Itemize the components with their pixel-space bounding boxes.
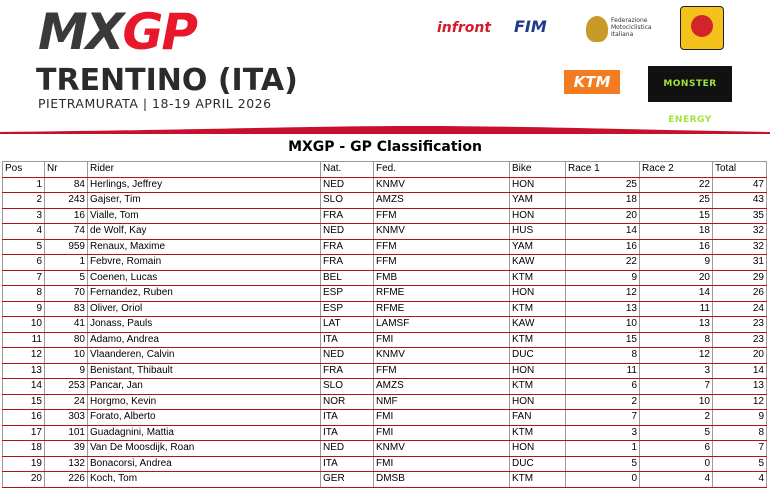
fim-logo: FIM [514, 17, 547, 36]
cell-pos: 3 [3, 208, 45, 224]
cell-total: 29 [713, 270, 767, 286]
cell-rider: Jonass, Pauls [88, 317, 321, 333]
cell-race1: 22 [566, 255, 640, 271]
cell-race1: 16 [566, 239, 640, 255]
cell-total: 32 [713, 224, 767, 240]
cell-nr: 243 [45, 193, 88, 209]
table-header-row [3, 162, 767, 178]
cell-total: 14 [713, 363, 767, 379]
cell-rider: Forato, Alberto [88, 410, 321, 426]
event-badge-icon [680, 6, 724, 50]
cell-race2: 3 [640, 363, 713, 379]
cell-bike: YAM [510, 239, 566, 255]
cell-pos: 6 [3, 255, 45, 271]
cell-race2: 5 [640, 425, 713, 441]
cell-total: 32 [713, 239, 767, 255]
cell-nat: GER [321, 472, 374, 488]
column-header: Nr [45, 162, 88, 178]
cell-fed: RFME [374, 286, 510, 302]
cell-nr: 132 [45, 456, 88, 472]
cell-race2: 22 [640, 177, 713, 193]
cell-total: 26 [713, 286, 767, 302]
cell-fed: FMI [374, 425, 510, 441]
cell-fed: FMI [374, 332, 510, 348]
cell-nr: 83 [45, 301, 88, 317]
classification-table [2, 161, 767, 488]
cell-race1: 12 [566, 286, 640, 302]
cell-race2: 16 [640, 239, 713, 255]
cell-rider: Van De Moosdijk, Roan [88, 441, 321, 457]
cell-pos: 10 [3, 317, 45, 333]
cell-fed: DMSB [374, 472, 510, 488]
column-header: Race 2 [640, 162, 713, 178]
cell-rider: Renaux, Maxime [88, 239, 321, 255]
cell-fed: FMB [374, 270, 510, 286]
cell-race2: 14 [640, 286, 713, 302]
table-row [3, 410, 767, 426]
cell-nat: ITA [321, 425, 374, 441]
cell-nr: 5 [45, 270, 88, 286]
cell-bike: FAN [510, 410, 566, 426]
cell-race2: 6 [640, 441, 713, 457]
cell-nr: 101 [45, 425, 88, 441]
cell-rider: Horgmo, Kevin [88, 394, 321, 410]
table-row [3, 270, 767, 286]
table-row [3, 379, 767, 395]
table-row [3, 441, 767, 457]
cell-race2: 20 [640, 270, 713, 286]
table-row [3, 208, 767, 224]
cell-race1: 3 [566, 425, 640, 441]
cell-race1: 15 [566, 332, 640, 348]
cell-bike: HON [510, 441, 566, 457]
table-row [3, 193, 767, 209]
cell-nat: ESP [321, 301, 374, 317]
cell-bike: HUS [510, 224, 566, 240]
column-header: Pos [3, 162, 45, 178]
column-header: Race 1 [566, 162, 640, 178]
cell-nat: ITA [321, 332, 374, 348]
cell-fed: KNMV [374, 224, 510, 240]
cell-race1: 25 [566, 177, 640, 193]
cell-pos: 8 [3, 286, 45, 302]
cell-rider: Koch, Tom [88, 472, 321, 488]
cell-total: 13 [713, 379, 767, 395]
cell-total: 8 [713, 425, 767, 441]
cell-nr: 84 [45, 177, 88, 193]
cell-nr: 24 [45, 394, 88, 410]
cell-nr: 1 [45, 255, 88, 271]
cell-race2: 12 [640, 348, 713, 364]
cell-race2: 0 [640, 456, 713, 472]
cell-race1: 2 [566, 394, 640, 410]
cell-nat: SLO [321, 193, 374, 209]
table-row [3, 425, 767, 441]
cell-race1: 20 [566, 208, 640, 224]
cell-fed: FFM [374, 255, 510, 271]
fmi-logo: Federazione Motociclistica Italiana [586, 12, 646, 48]
cell-nr: 959 [45, 239, 88, 255]
cell-total: 43 [713, 193, 767, 209]
cell-pos: 17 [3, 425, 45, 441]
cell-total: 23 [713, 317, 767, 333]
cell-bike: HON [510, 286, 566, 302]
cell-race2: 15 [640, 208, 713, 224]
cell-race1: 5 [566, 456, 640, 472]
cell-rider: Gajser, Tim [88, 193, 321, 209]
column-header: Fed. [374, 162, 510, 178]
table-row [3, 286, 767, 302]
cell-rider: Fernandez, Ruben [88, 286, 321, 302]
event-title: TRENTINO (ITA) [36, 63, 298, 98]
cell-nr: 70 [45, 286, 88, 302]
cell-total: 31 [713, 255, 767, 271]
cell-pos: 15 [3, 394, 45, 410]
cell-pos: 14 [3, 379, 45, 395]
cell-nr: 74 [45, 224, 88, 240]
cell-rider: de Wolf, Kay [88, 224, 321, 240]
cell-pos: 1 [3, 177, 45, 193]
cell-fed: KNMV [374, 348, 510, 364]
cell-nat: BEL [321, 270, 374, 286]
cell-rider: Febvre, Romain [88, 255, 321, 271]
fmi-seal-icon [586, 16, 608, 42]
table-row [3, 456, 767, 472]
cell-rider: Coenen, Lucas [88, 270, 321, 286]
cell-fed: KNMV [374, 177, 510, 193]
infront-logo: infront [437, 20, 492, 36]
cell-nat: SLO [321, 379, 374, 395]
cell-nat: ITA [321, 410, 374, 426]
cell-nr: 80 [45, 332, 88, 348]
cell-nat: FRA [321, 239, 374, 255]
cell-nr: 16 [45, 208, 88, 224]
cell-fed: FMI [374, 456, 510, 472]
table-row [3, 301, 767, 317]
cell-race1: 10 [566, 317, 640, 333]
cell-bike: HON [510, 394, 566, 410]
cell-race2: 9 [640, 255, 713, 271]
cell-rider: Herlings, Jeffrey [88, 177, 321, 193]
cell-fed: FMI [374, 410, 510, 426]
cell-bike: DUC [510, 456, 566, 472]
cell-fed: FFM [374, 239, 510, 255]
header [0, 0, 770, 135]
cell-race2: 10 [640, 394, 713, 410]
monster-energy-logo: MONSTER ENERGY [648, 66, 732, 102]
cell-fed: AMZS [374, 193, 510, 209]
cell-rider: Oliver, Oriol [88, 301, 321, 317]
cell-pos: 4 [3, 224, 45, 240]
cell-race1: 0 [566, 472, 640, 488]
cell-pos: 16 [3, 410, 45, 426]
cell-nr: 226 [45, 472, 88, 488]
cell-nat: NED [321, 177, 374, 193]
cell-bike: HON [510, 363, 566, 379]
cell-bike: KTM [510, 379, 566, 395]
cell-rider: Adamo, Andrea [88, 332, 321, 348]
table-row [3, 472, 767, 488]
cell-race2: 13 [640, 317, 713, 333]
cell-fed: RFME [374, 301, 510, 317]
cell-rider: Guadagnini, Mattia [88, 425, 321, 441]
cell-bike: KAW [510, 255, 566, 271]
cell-race1: 18 [566, 193, 640, 209]
cell-nat: NED [321, 224, 374, 240]
table-row [3, 224, 767, 240]
column-header: Rider [88, 162, 321, 178]
ktm-logo: KTM [564, 70, 620, 94]
cell-nat: FRA [321, 208, 374, 224]
cell-pos: 20 [3, 472, 45, 488]
cell-bike: KTM [510, 472, 566, 488]
cell-total: 23 [713, 332, 767, 348]
cell-total: 47 [713, 177, 767, 193]
cell-pos: 5 [3, 239, 45, 255]
cell-fed: FFM [374, 363, 510, 379]
cell-nr: 9 [45, 363, 88, 379]
cell-fed: AMZS [374, 379, 510, 395]
cell-bike: HON [510, 177, 566, 193]
cell-bike: KAW [510, 317, 566, 333]
cell-nat: NED [321, 441, 374, 457]
cell-nat: NED [321, 348, 374, 364]
cell-race2: 8 [640, 332, 713, 348]
cell-bike: KTM [510, 425, 566, 441]
cell-total: 35 [713, 208, 767, 224]
event-subtitle: PIETRAMURATA | 18-19 APRIL 2026 [38, 96, 272, 111]
cell-rider: Benistant, Thibault [88, 363, 321, 379]
column-header: Total [713, 162, 767, 178]
cell-rider: Pancar, Jan [88, 379, 321, 395]
cell-nat: NOR [321, 394, 374, 410]
cell-total: 24 [713, 301, 767, 317]
cell-bike: HON [510, 208, 566, 224]
mxgp-logo: MXGP [38, 3, 196, 61]
cell-race2: 18 [640, 224, 713, 240]
table-row [3, 177, 767, 193]
cell-race1: 11 [566, 363, 640, 379]
cell-race1: 8 [566, 348, 640, 364]
cell-race1: 1 [566, 441, 640, 457]
cell-bike: KTM [510, 270, 566, 286]
cell-nr: 303 [45, 410, 88, 426]
cell-total: 12 [713, 394, 767, 410]
table-row [3, 394, 767, 410]
cell-pos: 7 [3, 270, 45, 286]
cell-nr: 39 [45, 441, 88, 457]
cell-fed: FFM [374, 208, 510, 224]
cell-rider: Vialle, Tom [88, 208, 321, 224]
cell-race1: 7 [566, 410, 640, 426]
cell-fed: NMF [374, 394, 510, 410]
cell-nr: 41 [45, 317, 88, 333]
table-row [3, 317, 767, 333]
table-row [3, 255, 767, 271]
cell-total: 7 [713, 441, 767, 457]
cell-race1: 13 [566, 301, 640, 317]
cell-pos: 19 [3, 456, 45, 472]
cell-bike: KTM [510, 332, 566, 348]
cell-fed: LAMSF [374, 317, 510, 333]
cell-total: 9 [713, 410, 767, 426]
cell-race2: 7 [640, 379, 713, 395]
cell-pos: 12 [3, 348, 45, 364]
cell-nr: 10 [45, 348, 88, 364]
cell-race2: 11 [640, 301, 713, 317]
cell-total: 20 [713, 348, 767, 364]
cell-bike: KTM [510, 301, 566, 317]
table-row [3, 332, 767, 348]
cell-race1: 9 [566, 270, 640, 286]
cell-rider: Vlaanderen, Calvin [88, 348, 321, 364]
table-row [3, 348, 767, 364]
cell-nat: ITA [321, 456, 374, 472]
table-row [3, 363, 767, 379]
cell-nat: LAT [321, 317, 374, 333]
table-row [3, 239, 767, 255]
cell-nat: FRA [321, 255, 374, 271]
cell-race2: 4 [640, 472, 713, 488]
cell-pos: 2 [3, 193, 45, 209]
column-header: Nat. [321, 162, 374, 178]
cell-race1: 6 [566, 379, 640, 395]
cell-pos: 11 [3, 332, 45, 348]
cell-total: 4 [713, 472, 767, 488]
cell-bike: DUC [510, 348, 566, 364]
cell-pos: 9 [3, 301, 45, 317]
column-header: Bike [510, 162, 566, 178]
cell-nr: 253 [45, 379, 88, 395]
cell-race2: 2 [640, 410, 713, 426]
red-swoosh-divider [0, 118, 770, 134]
cell-race2: 25 [640, 193, 713, 209]
cell-pos: 13 [3, 363, 45, 379]
cell-nat: FRA [321, 363, 374, 379]
page-title: MXGP - GP Classification [288, 139, 482, 155]
cell-nat: ESP [321, 286, 374, 302]
cell-fed: KNMV [374, 441, 510, 457]
cell-total: 5 [713, 456, 767, 472]
cell-rider: Bonacorsi, Andrea [88, 456, 321, 472]
cell-bike: YAM [510, 193, 566, 209]
cell-race1: 14 [566, 224, 640, 240]
cell-pos: 18 [3, 441, 45, 457]
